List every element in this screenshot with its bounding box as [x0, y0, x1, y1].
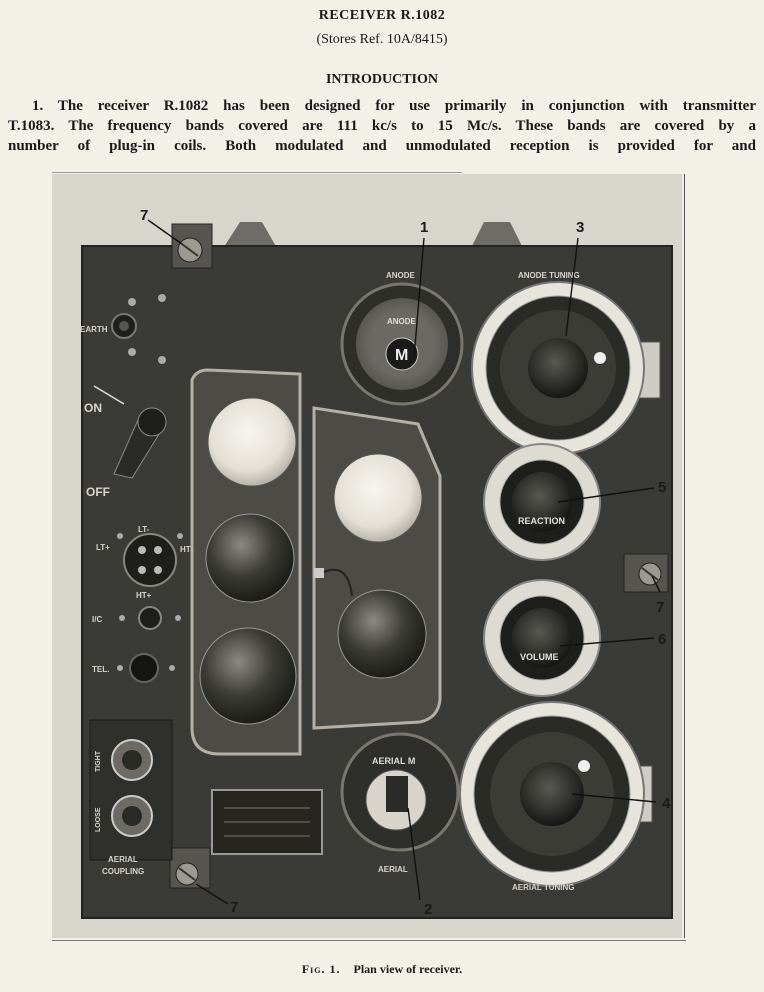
reaction-knob — [484, 444, 600, 560]
intro-paragraph — [8, 96, 756, 156]
callout-4: 4 — [662, 795, 671, 812]
receiver-photo — [52, 172, 700, 944]
callout-1: 1 — [420, 219, 429, 236]
paragraph-line-1: 1. The receiver R.1082 has been designed for use primarily in conjunction with transmitter — [32, 98, 756, 114]
label-aerial-coil: AERIAL M — [372, 756, 416, 766]
label-aerial-coupling-1: AERIAL — [108, 855, 138, 864]
label-lt-plus: LT+ — [96, 543, 110, 552]
label-aerial: AERIAL — [378, 865, 408, 874]
valve-5 — [338, 590, 426, 678]
clamp-right — [624, 554, 668, 592]
receiver-illustration — [52, 172, 700, 944]
label-ic: I/C — [92, 615, 103, 624]
aerial-coupling-block — [90, 720, 172, 860]
label-ht-minus: HT- — [180, 545, 193, 554]
figure-number: Fig. 1. — [301, 962, 341, 976]
label-tel: TEL. — [92, 665, 110, 674]
paragraph-line-3: number of plug-in coils. Both modulated and unmodulated reception is provided for and — [8, 138, 756, 154]
label-aerial-tuning: AERIAL TUNING — [512, 883, 575, 892]
nameplate — [212, 790, 322, 854]
valve-1 — [208, 398, 296, 486]
label-off: OFF — [86, 485, 110, 499]
callout-6: 6 — [658, 631, 667, 648]
aerial-coil — [342, 734, 458, 850]
label-volume: VOLUME — [520, 652, 559, 662]
callout-5: 5 — [658, 479, 667, 496]
valve-4 — [334, 454, 422, 542]
callout-7-bottom: 7 — [230, 899, 239, 916]
label-on: ON — [84, 401, 102, 415]
label-reaction: REACTION — [518, 516, 565, 526]
callout-7-top: 7 — [140, 207, 149, 224]
clamp-top-left — [172, 224, 212, 268]
label-anode-coil: ANODE — [387, 317, 416, 326]
label-loose: LOOSE — [95, 807, 102, 832]
valve-3 — [200, 628, 296, 724]
label-earth: EARTH — [80, 325, 108, 334]
paragraph-line-2: T.1083. The frequency bands covered are 111 kc/s to 15 Mc/s. These bands are covered by a — [8, 118, 756, 134]
callout-3: 3 — [576, 219, 585, 236]
label-aerial-coupling-2: COUPLING — [102, 867, 145, 876]
anode-coil — [342, 284, 462, 404]
page-title: RECEIVER R.1082 — [318, 8, 446, 23]
label-lt-minus: LT- — [138, 525, 150, 534]
valve-2 — [206, 514, 294, 602]
valve-panel — [192, 370, 440, 754]
label-anode: ANODE — [386, 271, 415, 280]
stores-reference: (Stores Ref. 10A/8415) — [316, 32, 448, 47]
volume-knob — [484, 580, 600, 696]
label-anode-tuning: ANODE TUNING — [518, 271, 580, 280]
label-ht-plus: HT+ — [136, 591, 152, 600]
label-tight: TIGHT — [95, 751, 102, 772]
figure-caption — [0, 962, 764, 977]
label-coil-m: M — [395, 347, 409, 364]
figure-caption-text: Plan view of receiver. — [353, 962, 463, 976]
section-heading: INTRODUCTION — [325, 72, 438, 87]
callout-7-right: 7 — [656, 599, 665, 616]
clamp-bottom-left — [170, 848, 210, 888]
callout-2: 2 — [424, 901, 433, 918]
